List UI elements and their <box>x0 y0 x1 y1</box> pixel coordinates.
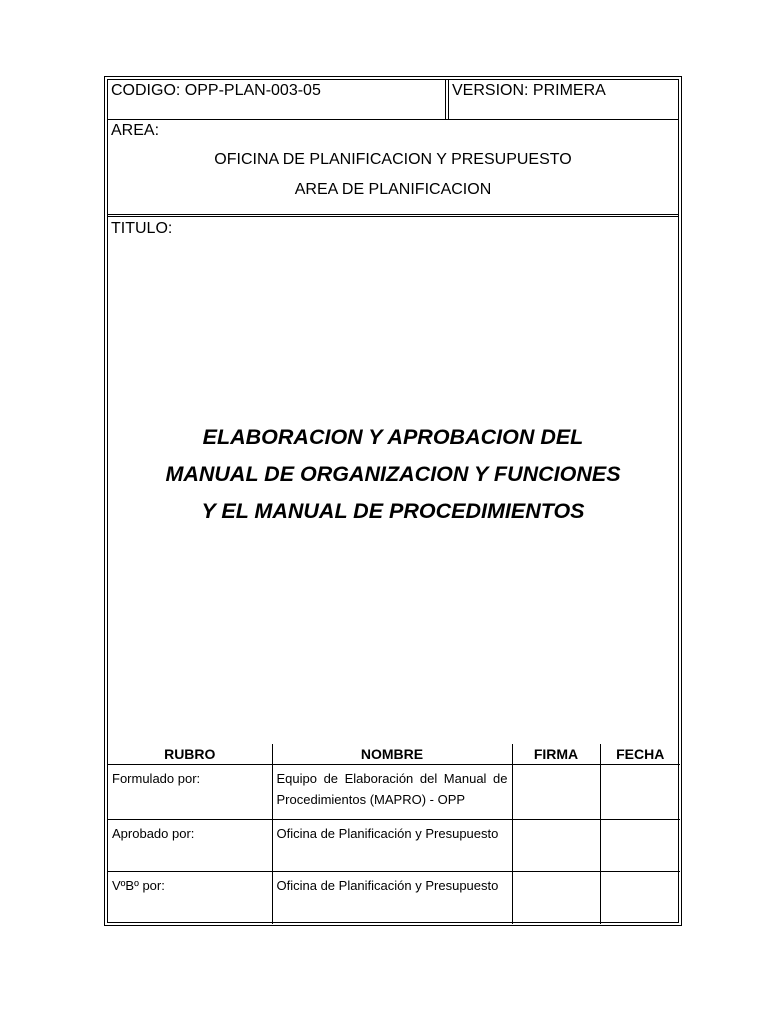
document-frame <box>104 76 682 926</box>
firma-cell <box>512 872 600 924</box>
nombre-cell: Oficina de Planificación y Presupuesto <box>272 820 512 872</box>
firma-cell <box>512 765 600 820</box>
nombre-cell: Equipo de Elaboración del Manual de Procedimientos (MAPRO) - OPP <box>272 765 512 820</box>
codigo-label: CODIGO: OPP-PLAN-003-05 <box>111 82 321 99</box>
document-title-line-1: ELABORACION Y APROBACION DEL <box>202 425 584 449</box>
area-office-name: OFICINA DE PLANIFICACION Y PRESUPUESTO <box>214 151 572 168</box>
document-title-line-3: Y EL MANUAL DE PROCEDIMIENTOS <box>201 499 585 523</box>
column-header-firma: FIRMA <box>512 744 600 765</box>
separator-area <box>108 214 678 217</box>
area-label: AREA: <box>111 122 160 139</box>
fecha-cell <box>600 765 680 820</box>
separator-header <box>108 119 678 120</box>
approval-table <box>108 744 680 924</box>
titulo-label: TITULO: <box>111 220 173 237</box>
area-subunit-name: AREA DE PLANIFICACION <box>294 181 492 198</box>
nombre-cell: Oficina de Planificación y Presupuesto <box>272 872 512 924</box>
table-row <box>108 872 680 924</box>
version-label: VERSION: PRIMERA <box>452 82 606 99</box>
rubro-cell: VºBº por: <box>108 872 272 924</box>
column-header-nombre: NOMBRE <box>272 744 512 765</box>
firma-cell <box>512 820 600 872</box>
document-title-line-2: MANUAL DE ORGANIZACION Y FUNCIONES <box>165 462 621 486</box>
rubro-cell: Formulado por: <box>108 765 272 820</box>
column-header-fecha: FECHA <box>600 744 680 765</box>
table-row <box>108 820 680 872</box>
fecha-cell <box>600 872 680 924</box>
rubro-cell: Aprobado por: <box>108 820 272 872</box>
header-divider <box>445 80 446 119</box>
table-row <box>108 765 680 820</box>
fecha-cell <box>600 820 680 872</box>
header-divider-2 <box>448 80 449 119</box>
approval-table-header <box>108 744 680 765</box>
column-header-rubro: RUBRO <box>108 744 272 765</box>
document-inner-frame <box>107 79 679 923</box>
